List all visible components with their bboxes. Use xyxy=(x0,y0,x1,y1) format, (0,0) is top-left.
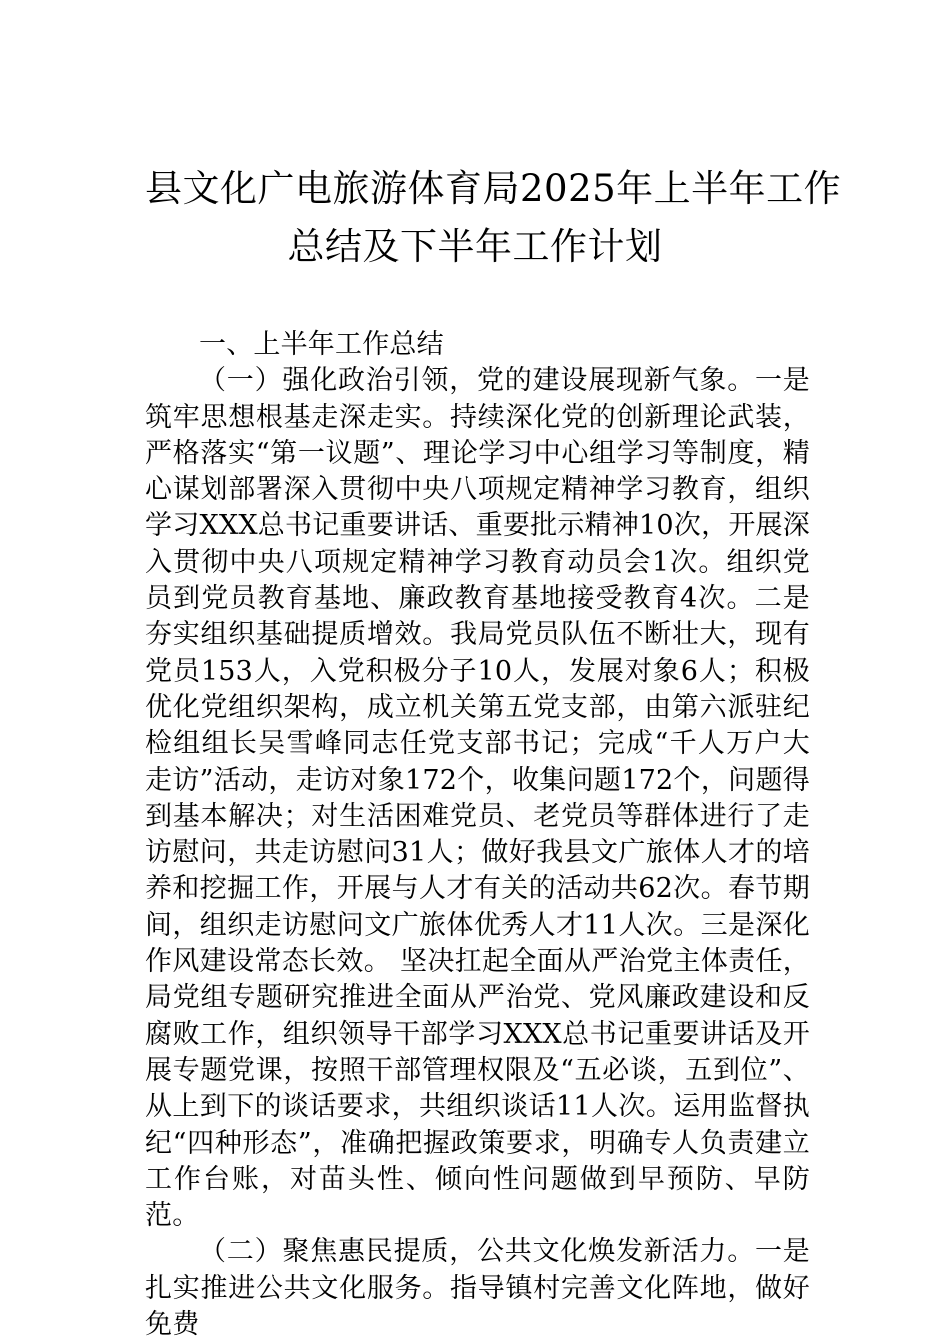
document-title xyxy=(145,160,842,276)
title-line-2: 总结及下半年工作计划 xyxy=(287,225,663,268)
document-body xyxy=(145,327,810,1343)
paragraph-2: （二）聚焦惠民提质，公共文化焕发新活力。一是扎实推进公共文化服务。指导镇村完善文化阵地，做好免费 xyxy=(145,1236,810,1341)
paragraph-1: （一）强化政治引领，党的建设展现新气象。一是筑牢思想根基走深走实。持续深化党的创新理论武装，严格落实“第一议题”、理论学习中心组学习等制度，精心谋划部署深入贯彻中央八项规定精神学习教育，组织学习XXX总书记重要讲话、重要批示精神10次，开展深入贯彻中央八项规定精神学习教育动员会1次。组织党员到党员教育基地、廉政教育基地接受教育4次。二是夯实组织基础提质增效。我局党员队伍不断壮大，现有党员153人，入党积极分子10人，发展对象6人；积极优化党组织架构，成立机关第五党支部，由第六派驻纪检组组长吴雪峰同志任党支部书记；完成“千人万户大走访”活动，走访对象172个，收集问题172个，问题得到基本解决；对生活困难党员、老党员等群体进行了走访慰问，共走访慰问31人；做好我县文广旅体人才的培养和挖掘工作，开展与人才有关的活动共62次。春节期间，组织走访慰问文广旅体优秀人才11人次。三是深化作风建设常态长效。 坚决扛起全面从严治党主体责任，局党组专题研究推进全面从严治党、党风廉政建设和反腐败工作，组织领导干部学习XXX总书记重要讲话及开展专题党课，按照干部管理权限及“五必谈，五到位”、从上到下的谈话要求，共组织谈话11人次。运用监督执纪“四种形态”，准确把握政策要求，明确专人负责建立工作台账，对苗头性、倾向性问题做到早预防、早防范。 xyxy=(145,365,810,1232)
section-heading: 一、上半年工作总结 xyxy=(199,329,444,360)
title-line-1: 县文化广电旅游体育局2025年上半年工作 xyxy=(145,167,842,210)
